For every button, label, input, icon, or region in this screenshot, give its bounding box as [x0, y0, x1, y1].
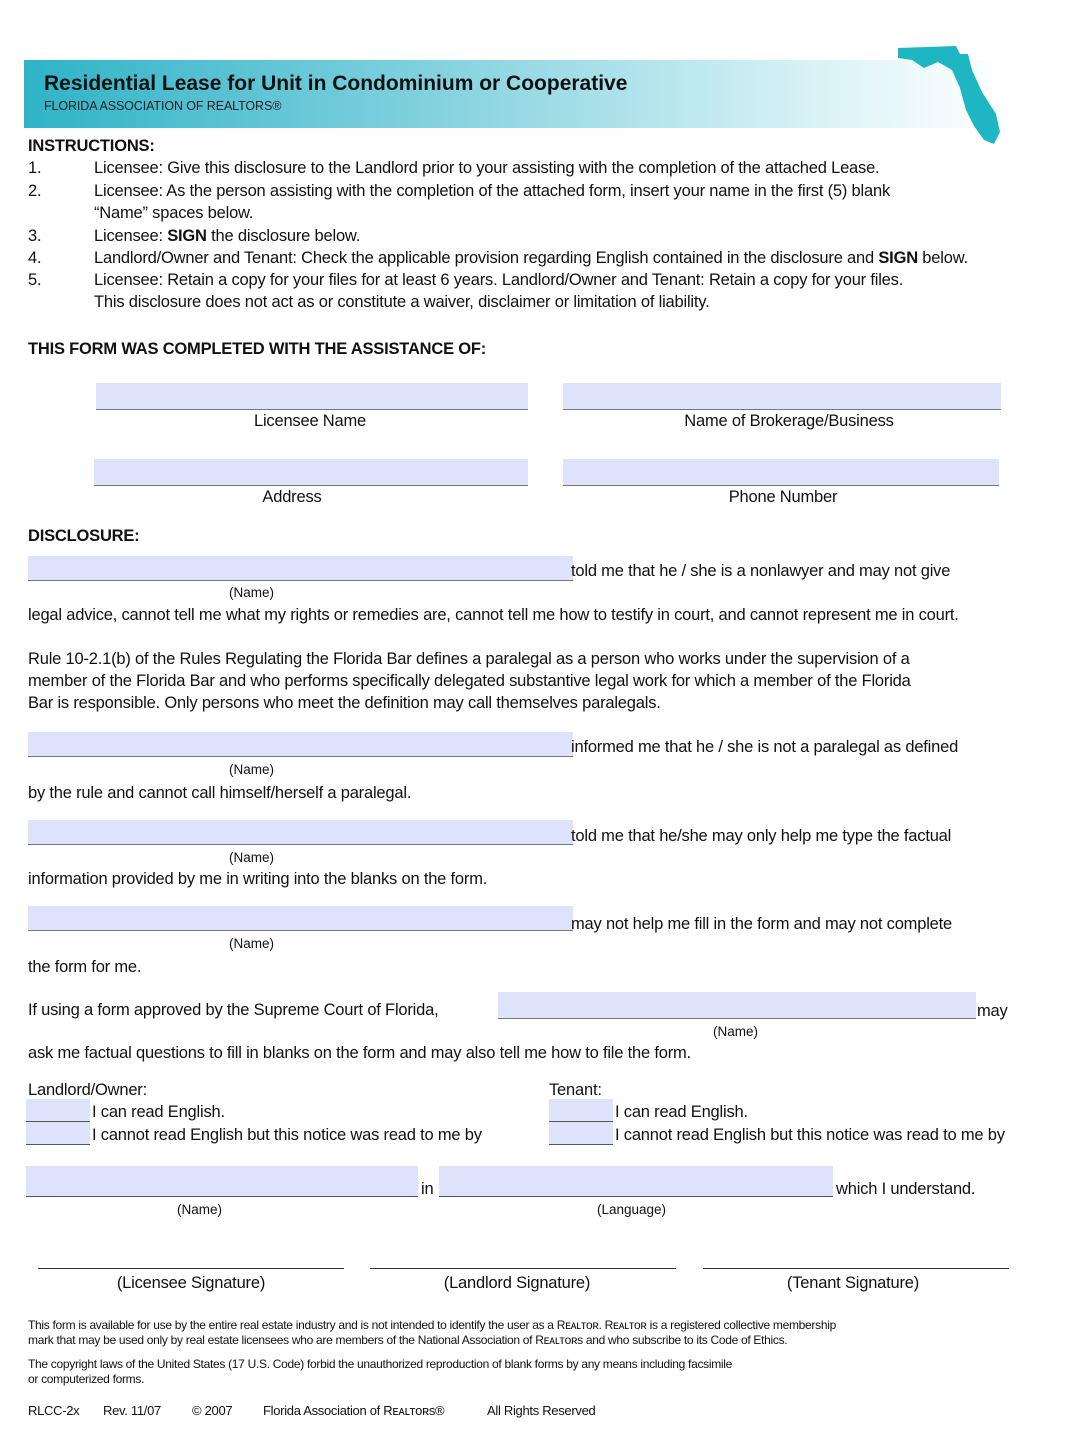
disclosure-text: ask me factual questions to fill in blanks on the form and may also tell me how to file the form.: [28, 1044, 691, 1062]
phone-number-label: Phone Number: [728, 488, 838, 506]
form-publisher: FLORIDA ASSOCIATION OF REALTORS®: [44, 99, 282, 113]
address-field[interactable]: [94, 459, 528, 486]
disclosure-text: may: [977, 1002, 1008, 1020]
brokerage-name-field[interactable]: [563, 383, 1001, 410]
understand-text: which I understand.: [836, 1180, 976, 1198]
disclosure-text: information provided by me in writing into the blanks on the form.: [28, 870, 488, 888]
brokerage-name-label: Name of Brokerage/Business: [684, 412, 894, 430]
disclosure-text: told me that he/she may only help me type the factual: [571, 827, 952, 845]
licensee-signature-label: (Licensee Signature): [116, 1274, 266, 1292]
instruction-number: 1.: [28, 159, 42, 177]
instruction-text: Landlord/Owner and Tenant: Check the applicable provision regarding English contained in the disclosure and SIGN below.: [94, 249, 968, 267]
in-text: in: [421, 1180, 434, 1198]
tenant-label: Tenant:: [549, 1081, 602, 1099]
language-caption: (Language): [597, 1202, 667, 1217]
not-paralegal-name-field[interactable]: [28, 732, 573, 757]
name-caption: (Name): [229, 936, 275, 951]
name-caption: (Name): [229, 762, 275, 777]
can-read-text: I can read English.: [92, 1103, 225, 1121]
cannot-read-text: I cannot read English but this notice was read to me by: [92, 1126, 482, 1144]
disclosure-text: informed me that he / she is not a paralegal as defined: [571, 738, 959, 756]
disclosure-text: the form for me.: [28, 958, 142, 976]
copyright-notice: The copyright laws of the United States (17 U.S. Code) forbid the unauthorized reproduction of blank forms by any means including facsimile: [28, 1357, 733, 1371]
disclosure-heading: DISCLOSURE:: [28, 527, 140, 545]
instruction-text: Licensee: SIGN the disclosure below.: [94, 227, 361, 245]
can-read-text: I can read English.: [615, 1103, 748, 1121]
landlord-cannot-read-check[interactable]: [26, 1122, 90, 1145]
tenant-cannot-read-check[interactable]: [549, 1122, 613, 1145]
copyright-year: © 2007: [192, 1403, 233, 1418]
instruction-number: 2.: [28, 182, 42, 200]
licensee-name-label: Licensee Name: [253, 412, 367, 430]
landlord-signature-line[interactable]: [370, 1268, 676, 1269]
instructions-heading: INSTRUCTIONS:: [28, 137, 155, 155]
cannot-read-text: I cannot read English but this notice was read to me by: [615, 1126, 1005, 1144]
copyright-notice: or computerized forms.: [28, 1372, 145, 1386]
name-caption: (Name): [229, 585, 275, 600]
landlord-signature-label: (Landlord Signature): [443, 1274, 591, 1292]
name-caption: (Name): [229, 850, 275, 865]
realtor-notice: This form is available for use by the entire real estate industry and is not intended to identify the user as a Rᴇᴀʟᴛᴏʀ. Rᴇᴀʟᴛᴏʀ is a registered collective membership: [28, 1318, 836, 1332]
rights-reserved: All Rights Reserved: [487, 1403, 596, 1418]
instruction-text: This disclosure does not act as or constitute a waiver, disclaimer or limitation of liability.: [94, 293, 710, 311]
licensee-signature-line[interactable]: [38, 1268, 344, 1269]
phone-number-field[interactable]: [563, 459, 999, 486]
disclosure-text: legal advice, cannot tell me what my rights or remedies are, cannot tell me how to testify in court, and cannot represent me in court.: [28, 606, 959, 624]
rule-text: Bar is responsible. Only persons who meet the definition may call themselves paralegals.: [28, 694, 661, 712]
instruction-number: 5.: [28, 271, 42, 289]
supreme-court-form-name-field[interactable]: [498, 992, 976, 1019]
no-fill-help-name-field[interactable]: [28, 906, 573, 931]
instruction-text: “Name” spaces below.: [94, 204, 254, 222]
name-caption: (Name): [713, 1024, 759, 1039]
name-caption: (Name): [177, 1202, 223, 1217]
assistance-heading: THIS FORM WAS COMPLETED WITH THE ASSISTANCE OF:: [28, 340, 487, 358]
nonlawyer-name-field[interactable]: [28, 556, 573, 581]
tenant-signature-line[interactable]: [703, 1268, 1009, 1269]
address-label: Address: [262, 488, 322, 506]
disclosure-text: by the rule and cannot call himself/herself a paralegal.: [28, 784, 412, 802]
instruction-text: Licensee: Give this disclosure to the Landlord prior to your assisting with the completion of the attached Lease.: [94, 159, 880, 177]
licensee-name-field[interactable]: [96, 383, 528, 410]
typing-help-name-field[interactable]: [28, 820, 573, 845]
instruction-text: Licensee: Retain a copy for your files for at least 6 years. Landlord/Owner and Tenant: Retain a copy for your files.: [94, 271, 904, 289]
tenant-can-read-check[interactable]: [549, 1099, 613, 1122]
instruction-text: Licensee: As the person assisting with the completion of the attached form, insert your name in the first (5) blank: [94, 182, 891, 200]
reader-name-field[interactable]: [26, 1166, 418, 1197]
rule-text: Rule 10-2.1(b) of the Rules Regulating the Florida Bar defines a paralegal as a person who works under the supervision of a: [28, 650, 910, 668]
form-title: Residential Lease for Unit in Condominium or Cooperative: [44, 72, 628, 95]
landlord-owner-label: Landlord/Owner:: [28, 1081, 147, 1099]
landlord-can-read-check[interactable]: [26, 1099, 90, 1122]
footer-org: Florida Association of Rᴇᴀʟᴛᴏʀs®: [263, 1403, 445, 1418]
realtor-notice: mark that may be used only by real estate licensees who are members of the National Association of Rᴇᴀʟᴛᴏʀs and who subscribe to its Code of Ethics.: [28, 1333, 788, 1347]
language-field[interactable]: [439, 1166, 833, 1197]
form-revision: Rev. 11/07: [103, 1403, 161, 1418]
instruction-number: 3.: [28, 227, 42, 245]
disclosure-text: may not help me fill in the form and may not complete: [571, 915, 953, 933]
tenant-signature-label: (Tenant Signature): [786, 1274, 920, 1292]
form-id: RLCC-2x: [28, 1403, 80, 1418]
florida-state-icon: [894, 40, 1006, 148]
disclosure-text: told me that he / she is a nonlawyer and may not give: [571, 562, 951, 580]
disclosure-text: If using a form approved by the Supreme Court of Florida,: [28, 1001, 439, 1019]
rule-text: member of the Florida Bar and who performs specifically delegated substantive legal work for which a member of the Florida: [28, 672, 911, 690]
instruction-number: 4.: [28, 249, 42, 267]
